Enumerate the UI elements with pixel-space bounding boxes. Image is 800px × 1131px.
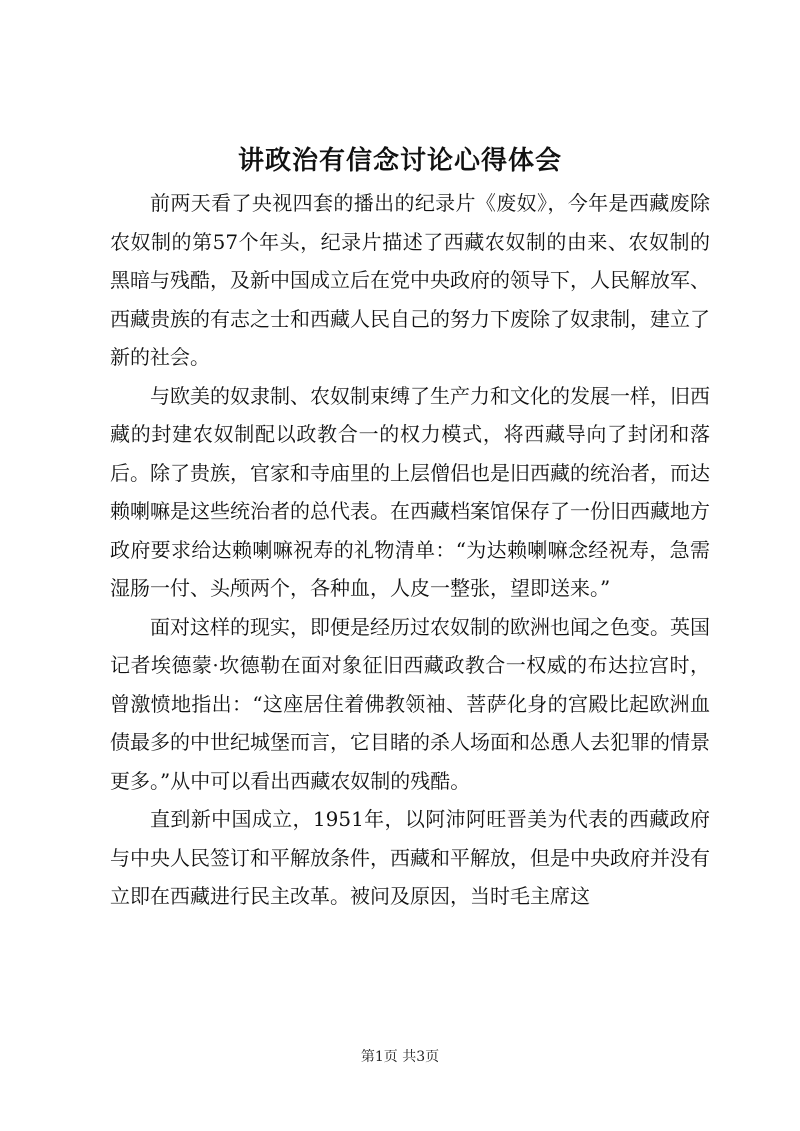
paragraph-3: 面对这样的现实，即便是经历过农奴制的欧洲也闻之色变。英国记者埃德蒙·坎德勒在面对象征旧西藏政教合一权威的布达拉宫时，曾激愤地指出：“这座居住着佛教领袖、菩萨化身的宫殿比起欧洲血债最多的中世纪城堡而言，它目睹的杀人场面和怂恿人去犯罪的情景更多。”从中可以看出西藏农奴制的残酷。 [110,614,710,793]
document-title: 讲政治有信念讨论心得体会 [237,146,562,176]
paragraph-2: 与欧美的奴隶制、农奴制束缚了生产力和文化的发展一样，旧西藏的封建农奴制配以政教合一的权力模式，将西藏导向了封闭和落后。除了贵族，官家和寺庙里的上层僧侣也是旧西藏的统治者，而达赖喇嘛是这些统治者的总代表。在西藏档案馆保存了一份旧西藏地方政府要求给达赖喇嘛祝寿的礼物清单：“为达赖喇嘛念经祝寿，急需湿肠一付、头颅两个，各种血，人皮一整张，望即送来。” [110,383,710,600]
page-number-footer: 第1页 共3页 [360,1049,440,1065]
paragraph-1: 前两天看了央视四套的播出的纪录片《废奴》，今年是西藏废除农奴制的第57个年头，纪录片描述了西藏农奴制的由来、农奴制的黑暗与残酷，及新中国成立后在党中央政府的领导下，人民解放军、西藏贵族的有志之士和西藏人民自己的努力下废除了奴隶制，建立了新的社会。 [110,191,710,369]
document-body [110,184,710,916]
paragraph-4: 直到新中国成立，1951年，以阿沛阿旺晋美为代表的西藏政府与中央人民签订和平解放条件，西藏和平解放，但是中央政府并没有立即在西藏进行民主改革。被问及原因，当时毛主席这 [110,807,710,908]
